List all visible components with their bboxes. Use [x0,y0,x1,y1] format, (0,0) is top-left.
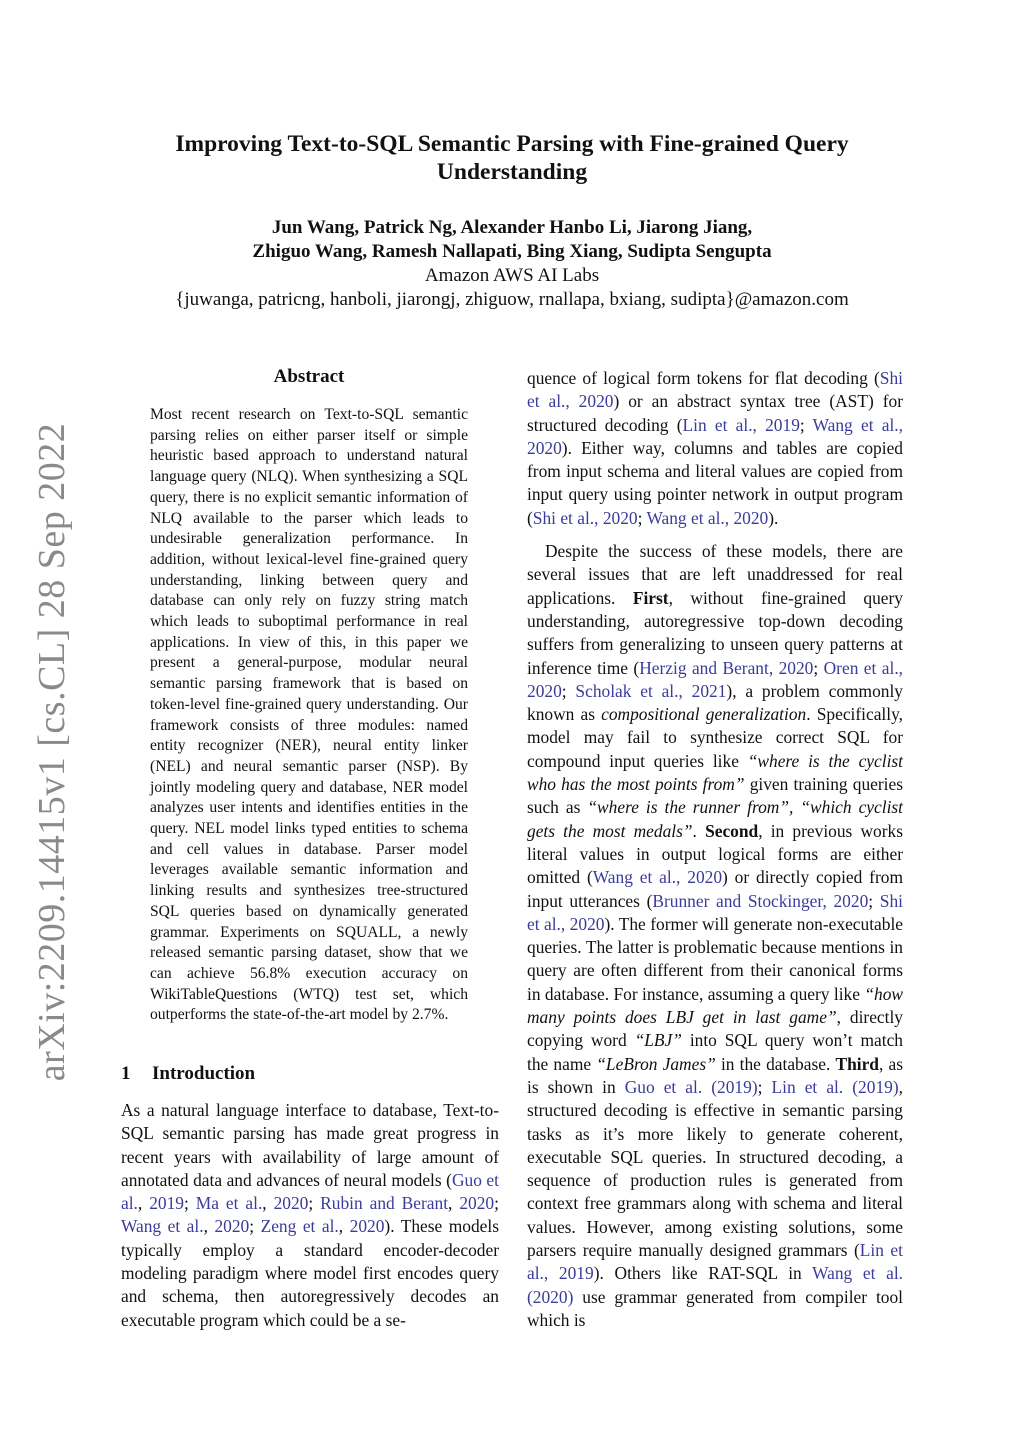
introduction-paragraph [121,1099,499,1332]
text-run: into SQL query won’t match the name [527,1030,903,1074]
paragraph-continuation [527,367,903,530]
text-run: . [692,820,706,841]
arxiv-stamp: arXiv:2209.14415v1 [cs.CL] 28 Sep 2022 [31,422,73,1082]
abstract-heading: Abstract [273,366,345,387]
italic-quote: “LeBron James” [596,1053,716,1074]
text-run: ; [249,1216,261,1237]
section-number: 1 [121,1063,131,1084]
text-run: ). [768,507,779,528]
text-run: ; [868,890,880,911]
paragraph-issues [527,540,903,1332]
text-run: ; [813,657,824,678]
abstract-body: Most recent research on Text-to-SQL semantic parsing relies on either parser itself or simple heuristic based approach to understand natural language query (NLQ). When synthesizing a SQL query, there is no explicit semantic information of NLQ available to the parser which leads to undesirable generalization performance. In addition, without lexical-level fine-grained query understanding, linking between query and database can only rely on fuzzy string match which leads to suboptimal performance in real applications. In view of this, in this paper we present a general-purpose, modular neural semantic parsing framework that is based on token-level fine-grained query understanding. Our framework consists of three modules: named entity recognizer (NER), neural entity linker (NEL) and neural semantic parser (NSP). By jointly modeling query and database, NER model analyzes user intents and identifies entities in the query. NEL model links typed entities to schema and cell values in database. Parser model leverages available semantic information and linking results and synthesizes tree-structured SQL queries based on dynamically generated grammar. Experiments on SQUALL, a newly released semantic parsing dataset, show that we can achieve 56.8% execution accuracy on WikiTableQuestions (WTQ) test set, which outperforms the state-of-the-art model by 2.7%. [150,406,468,1024]
text-run: , in previous works literal values in output logical forms are either omitted ( [527,820,903,888]
author-block [120,216,904,312]
text-run: ; [494,1193,499,1214]
text-run: , [137,1193,150,1214]
citation-link[interactable]: Wang et al. (2020) [527,1263,904,1307]
citation-link[interactable]: 2020 [273,1193,309,1214]
text-run: ) or directly copied from input utterances ( [527,867,903,911]
text-run: , [203,1216,215,1237]
text-run: ; [183,1193,196,1214]
citation-link[interactable]: Guo et al. (2019) [624,1076,758,1097]
text-run: ), a problem commonly known as [527,680,904,725]
italic-quote: “where is the runner from”, “which cyclist gets the most medals” [527,797,903,841]
citation-link[interactable]: 2020 [349,1216,385,1237]
text-run: quence of logical form tokens for flat decoding ( [527,368,880,388]
text-run: ; [637,507,647,528]
citation-link[interactable]: 2019 [149,1193,184,1214]
right-column [527,367,903,1332]
citation-link[interactable]: Shi et al., 2020 [527,368,903,412]
affiliation: Amazon AWS AI Labs [424,265,600,286]
italic-quote: “where is the cyclist who has the most points from” [527,750,903,795]
text-run: ; [561,680,576,701]
citation-link[interactable]: Shi et al., 2020 [532,507,638,528]
text-run: As a natural language interface to database, Text-to-SQL semantic parsing has made great progress in recent years with availability of large amount of annotated data and advances of neural models ( [121,1100,499,1190]
citation-link[interactable]: Shi et al., 2020 [527,890,903,934]
text-run: ; [799,414,813,435]
text-run: , without fine-grained query understanding, autoregressive top-down decoding suffers from generalizing to unseen query patterns at inference time ( [527,587,903,678]
author-emails: {juwanga, patricng, hanboli, jiarongj, zhiguow, rnallapa, bxiang, sudipta}@amazon.com [175,289,849,310]
text-run: given training queries such as [527,774,903,818]
text-run: Despite the success of these models, there are several issues that are left unaddressed for real applications. [527,541,903,608]
text-run: ; [308,1193,321,1214]
section-heading-introduction [121,1063,471,1085]
paper-title [140,130,884,186]
text-run: , structured decoding is effective in semantic parsing tasks as it’s more likely to generate coherent, executable SQL queries. In structured decoding, a sequence of production rules is generated from context free grammars along with schema and literal values. However, among existing solutions, some parsers require manually designed grammars ( [527,1076,903,1260]
italic-quote: “LBJ” [634,1030,682,1051]
citation-link[interactable]: Oren et al., 2020 [527,657,904,701]
text-run: ). The former will generate non-executable queries. The latter is problematic because mentions in query are often different from their canonical forms in database. For instance, assuming a query like [527,913,904,1004]
citation-link[interactable]: Wang et al., 2020 [527,414,903,458]
citation-link[interactable]: Wang et al., 2020 [592,867,723,888]
citation-link[interactable]: 2020 [459,1193,495,1214]
text-run: use grammar generated from compiler tool which is [527,1286,903,1330]
text-run: , as is shown in [527,1053,903,1097]
text-run: ) or an abstract syntax tree (AST) for structured decoding ( [527,391,903,435]
text-run: ). Others like RAT-SQL in [593,1263,813,1284]
author-names-line-2: Zhiguo Wang, Ramesh Nallapati, Bing Xiang, Sudipta Sengupta [252,241,772,262]
bold-term: Second [705,820,759,841]
italic-quote: “how many points does LBJ get in last game” [527,983,903,1028]
citation-link[interactable]: Lin et al., 2019 [682,414,800,435]
citation-link[interactable]: Guo et al. [121,1169,499,1214]
citation-link[interactable]: Wang et al. [121,1216,204,1237]
text-run: , [262,1193,274,1214]
citation-link[interactable]: Lin et al., 2019 [527,1239,903,1284]
bold-term: First [632,587,669,608]
text-run: , directly copying word [527,1007,904,1051]
title-line-2: Understanding [436,159,588,185]
citation-link[interactable]: Rubin and Berant [320,1193,449,1214]
text-run: in the database. [715,1053,836,1074]
citation-link[interactable]: Herzig and Berant, 2020 [639,657,814,678]
text-run: ). These models typically employ a standard encoder-decoder modeling paradigm where model first encodes query and schema, then autoregressively decodes an executable program which could be a se- [121,1216,499,1330]
citation-link[interactable]: Brunner and Stockinger, 2020 [652,890,869,911]
italic-term: compositional generalization [601,704,807,725]
citation-link[interactable]: Lin et al. (2019) [771,1076,899,1097]
text-run: . Specifically, model may fail to synthesize correct SQL for compound input queries like [527,704,903,771]
citation-link[interactable]: Wang et al., 2020 [646,507,769,528]
text-run: ; [757,1076,772,1097]
author-names-line-1: Jun Wang, Patrick Ng, Alexander Hanbo Li, Jiarong Jiang, [271,217,753,238]
section-title: Introduction [152,1063,256,1084]
text-run: , [448,1193,460,1214]
title-line-1: Improving Text-to-SQL Semantic Parsing with Fine-grained Query [175,131,849,157]
citation-link[interactable]: Ma et al. [195,1193,263,1214]
citation-link[interactable]: Zeng et al. [260,1216,339,1237]
citation-link[interactable]: Scholak et al., 2021 [575,680,727,701]
text-run: , [338,1216,350,1237]
text-run: ). Either way, columns and tables are copied from input schema and literal values are copied from input query using pointer network in output program ( [527,437,903,528]
bold-term: Third [835,1053,879,1074]
citation-link[interactable]: 2020 [214,1216,250,1237]
